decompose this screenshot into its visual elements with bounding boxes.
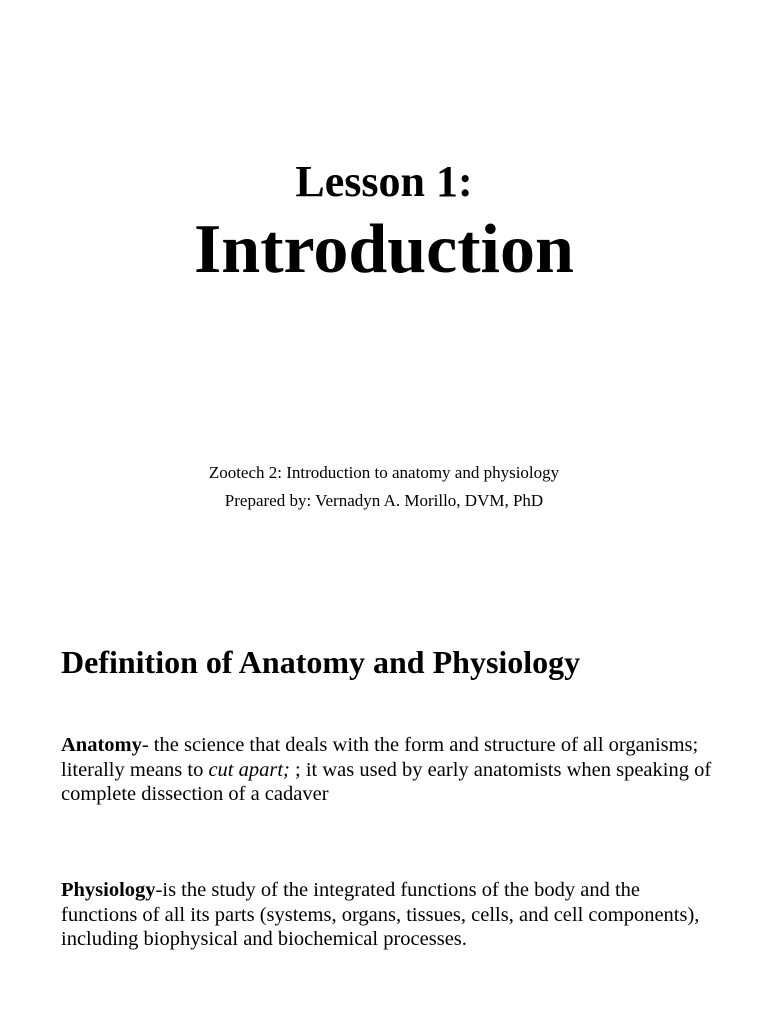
anatomy-emphasis: cut apart; bbox=[208, 758, 290, 781]
physiology-term: Physiology bbox=[61, 879, 156, 901]
prepared-by: Prepared by: Vernadyn A. Morillo, DVM, PhD bbox=[224, 491, 544, 510]
anatomy-definition bbox=[61, 733, 721, 807]
anatomy-text-after: ; it was used by early anatomists when speaking of complete dissection of a cadaver bbox=[61, 758, 712, 805]
section-heading: Definition of Anatomy and Physiology bbox=[61, 644, 581, 680]
physiology-text: -is the study of the integrated functions of the body and the functions of all its parts (systems, organs, tissues, cells, and cell components), including biophysical and biochemical processes. bbox=[61, 879, 700, 950]
physiology-definition bbox=[61, 878, 721, 952]
anatomy-term: Anatomy bbox=[61, 734, 142, 756]
lesson-label: Lesson 1: bbox=[295, 157, 473, 206]
anatomy-text-before: - the science that deals with the form and structure of all organisms; literally means to bbox=[61, 734, 699, 781]
course-name: Zootech 2: Introduction to anatomy and physiology bbox=[208, 463, 560, 482]
lesson-title: Introduction bbox=[194, 211, 574, 288]
